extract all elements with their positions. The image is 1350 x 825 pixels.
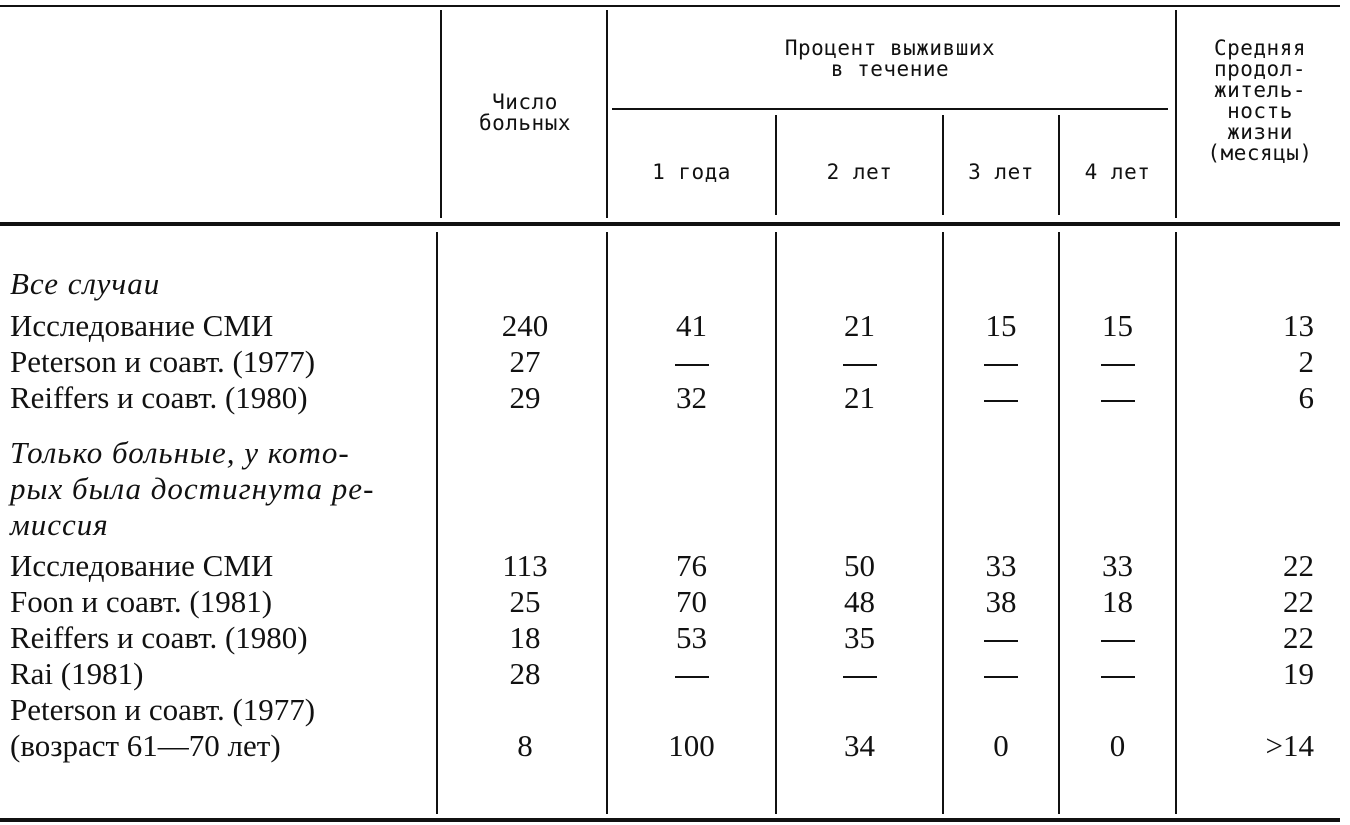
dash-year-3 [944, 344, 1058, 380]
cell-year-2: 21 [844, 380, 875, 415]
row-label: Foon и соавт. (1981) [10, 584, 273, 619]
col-divider-body-1 [436, 232, 438, 814]
header-year-4: 4 лет [1084, 160, 1151, 184]
survival-group-underline [612, 108, 1168, 110]
cell-count: 25 [509, 584, 541, 619]
cell-year-2: 48 [844, 584, 875, 619]
dash-mark [675, 364, 709, 366]
dash-year-1 [608, 344, 775, 380]
row-label: Peterson и соавт. (1977) [10, 692, 316, 727]
dash-year-3 [944, 380, 1058, 416]
header-year-1: 1 года [652, 160, 731, 184]
cell-median: 22 [1283, 548, 1314, 583]
cell-median: >14 [1265, 728, 1314, 763]
cell-year-2: 21 [844, 308, 875, 343]
row-label: Исследование СМИ [10, 308, 274, 343]
row-label-continued: (возраст 61—70 лет) [10, 728, 281, 763]
dash-mark [843, 364, 877, 366]
header-count: Число больных [478, 90, 571, 135]
dash-year-2 [777, 656, 942, 692]
row-label: Peterson и соавт. (1977) [10, 344, 316, 379]
bottom-rule [0, 818, 1340, 822]
dash-mark [843, 676, 877, 678]
header-year-3: 3 лет [968, 160, 1034, 184]
col-divider-body-6 [1175, 232, 1177, 814]
cell-count: 29 [509, 380, 541, 415]
cell-year-1: 53 [676, 620, 707, 655]
header-survival-group: Процент выживших в течение [784, 36, 996, 81]
cell-year-3: 0 [993, 728, 1009, 763]
dash-year-4 [1060, 344, 1175, 380]
dash-mark [1101, 640, 1135, 642]
cell-year-3: 15 [985, 308, 1017, 343]
dash-year-1 [608, 656, 775, 692]
cell-count: 28 [509, 656, 541, 691]
cell-median: 13 [1283, 308, 1314, 343]
dash-year-3 [944, 620, 1058, 656]
cell-year-4: 18 [1102, 584, 1133, 619]
dash-mark [984, 400, 1018, 402]
dash-year-4 [1060, 656, 1175, 692]
cell-year-2: 50 [844, 548, 875, 583]
header-year-2: 2 лет [826, 160, 893, 184]
cell-count: 113 [502, 548, 548, 583]
cell-year-2: 35 [844, 620, 875, 655]
dash-year-4 [1060, 620, 1175, 656]
dash-year-3 [944, 656, 1058, 692]
dash-mark [984, 640, 1018, 642]
dash-mark [1101, 676, 1135, 678]
cell-count: 240 [501, 308, 549, 343]
header-median: Средняя продол- житель- ность жизни (месяцы) [1207, 36, 1313, 165]
cell-median: 6 [1298, 380, 1314, 415]
cell-year-3: 38 [985, 584, 1017, 619]
cell-year-3: 33 [985, 548, 1017, 583]
col-divider-header-1 [440, 10, 442, 218]
cell-count: 27 [509, 344, 541, 379]
row-label: Исследование СМИ [10, 548, 274, 583]
section-title: Все случаи [10, 266, 161, 301]
dash-mark [984, 364, 1018, 366]
dash-mark [675, 676, 709, 678]
cell-year-2: 34 [844, 728, 875, 763]
cell-year-4: 15 [1102, 308, 1133, 343]
cell-year-1: 32 [676, 380, 707, 415]
cell-year-1: 70 [676, 584, 707, 619]
col-divider-header-2 [606, 10, 608, 218]
top-rule [0, 5, 1340, 7]
section-title: Только больные, у кото- [10, 435, 350, 470]
header-bottom-rule [0, 222, 1340, 226]
cell-count: 18 [509, 620, 541, 655]
cell-count: 8 [517, 728, 533, 763]
col-divider-header-6 [1175, 10, 1177, 218]
cell-year-1: 76 [676, 548, 707, 583]
dash-year-4 [1060, 380, 1175, 416]
dash-mark [1101, 364, 1135, 366]
section-title: рых была достигнута ре- [10, 471, 375, 506]
row-label: Reiffers и соавт. (1980) [10, 380, 308, 415]
cell-year-4: 33 [1102, 548, 1133, 583]
cell-year-1: 100 [668, 728, 715, 763]
row-label: Reiffers и соавт. (1980) [10, 620, 308, 655]
cell-median: 19 [1283, 656, 1314, 691]
dash-mark [984, 676, 1018, 678]
dash-mark [1101, 400, 1135, 402]
cell-year-1: 41 [676, 308, 707, 343]
cell-median: 2 [1298, 344, 1314, 379]
row-label: Rai (1981) [10, 656, 144, 691]
section-title: миссия [10, 507, 109, 542]
cell-median: 22 [1283, 584, 1314, 619]
dash-year-2 [777, 344, 942, 380]
cell-year-4: 0 [1109, 728, 1126, 763]
cell-median: 22 [1283, 620, 1314, 655]
